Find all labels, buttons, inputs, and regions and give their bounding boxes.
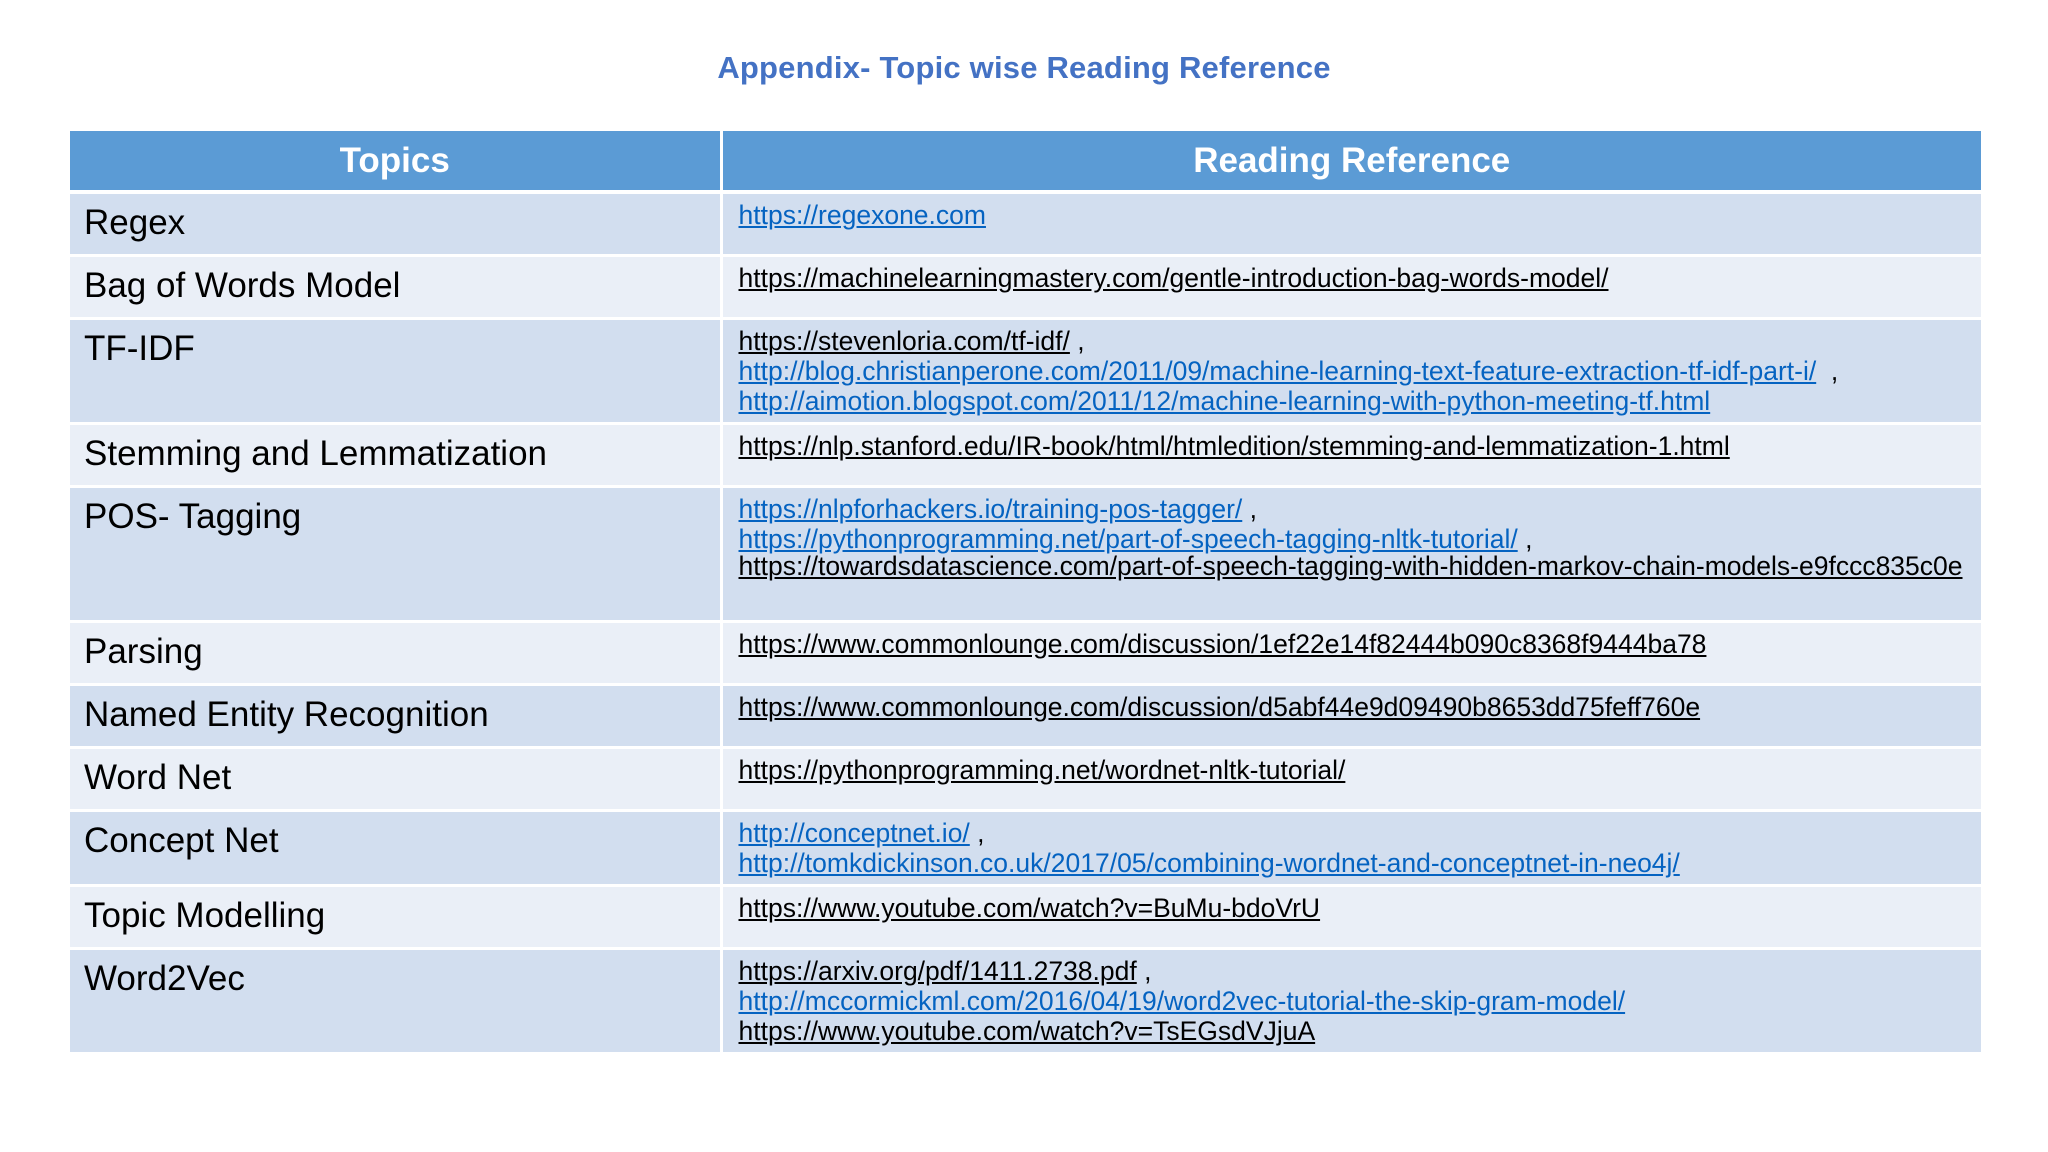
reference-link[interactable]: https://towardsdatascience.com/part-of-speech-tagging-with-hidden-markov-chain-models-e9fccc835c0e [738, 550, 1963, 581]
reference-link[interactable]: https://www.youtube.com/watch?v=TsEGsdVJjuA [738, 1015, 1316, 1046]
table-row [70, 684, 1981, 747]
reference-line [739, 848, 1966, 878]
link-separator: , [1517, 523, 1533, 554]
reference-link[interactable]: http://conceptnet.io/ [738, 817, 970, 848]
table-header-row [70, 131, 1981, 192]
reference-list [723, 257, 1982, 293]
reference-cell [721, 885, 1981, 948]
reference-line [739, 986, 1966, 1016]
reference-list [723, 950, 1982, 1046]
reference-link[interactable]: https://regexone.com [738, 200, 986, 230]
topic-label: POS- Tagging [84, 496, 302, 536]
table-row [70, 255, 1981, 318]
reference-cell [721, 318, 1981, 423]
topic-label: Word Net [84, 757, 232, 797]
reference-cell [721, 621, 1981, 684]
reading-reference-table [70, 131, 1981, 1055]
reference-cell [721, 486, 1981, 621]
reference-line [739, 356, 1966, 386]
reference-link[interactable]: https://www.commonlounge.com/discussion/d5abf44e9d09490b8653dd75feff760e [738, 691, 1701, 722]
topic-cell [70, 885, 721, 948]
table-row [70, 486, 1981, 621]
table-row [70, 885, 1981, 948]
reference-line [739, 431, 1966, 461]
column-header-reading-reference: Reading Reference [721, 131, 1981, 192]
reference-line [739, 818, 1966, 848]
reference-line [739, 263, 1966, 293]
topic-cell [70, 423, 721, 486]
reference-link[interactable]: https://nlpforhackers.io/training-pos-tagger/ [738, 493, 1243, 524]
topic-cell [70, 486, 721, 621]
reference-list [723, 686, 1982, 722]
topic-cell [70, 192, 721, 255]
reference-line [739, 956, 1966, 986]
topic-label: Named Entity Recognition [84, 694, 489, 734]
reference-line [739, 893, 1966, 923]
topic-label: Bag of Words Model [84, 265, 401, 305]
reference-list [723, 425, 1982, 461]
reference-link[interactable]: https://pythonprogramming.net/wordnet-nltk-tutorial/ [738, 754, 1346, 785]
reference-list [723, 488, 1982, 581]
table-body [70, 192, 1981, 1053]
reference-link[interactable]: https://nlp.stanford.edu/IR-book/html/htmledition/stemming-and-lemmatization-1.html [738, 430, 1730, 461]
reference-cell [721, 255, 1981, 318]
reference-line [739, 200, 1966, 230]
link-separator: , [969, 817, 985, 848]
topic-cell [70, 810, 721, 885]
reference-link[interactable]: https://stevenloria.com/tf-idf/ [738, 325, 1070, 356]
reference-cell [721, 192, 1981, 255]
table-row [70, 810, 1981, 885]
link-separator: , [1069, 325, 1085, 356]
table-row [70, 423, 1981, 486]
reference-line [739, 629, 1966, 659]
reference-line [738, 550, 1966, 581]
reference-link[interactable]: https://www.youtube.com/watch?v=BuMu-bdoVrU [738, 892, 1321, 923]
topic-label: Stemming and Lemmatization [84, 433, 547, 473]
reference-cell [721, 423, 1981, 486]
reference-line [739, 494, 1966, 524]
topic-label: TF-IDF [84, 328, 195, 368]
reference-link[interactable]: https://arxiv.org/pdf/1411.2738.pdf [738, 955, 1137, 986]
reference-cell [721, 810, 1981, 885]
topic-label: Word2Vec [84, 958, 245, 998]
reference-link[interactable]: https://pythonprogramming.net/part-of-speech-tagging-nltk-tutorial/ [738, 523, 1518, 554]
reference-line [739, 1016, 1966, 1046]
table-row [70, 318, 1981, 423]
reference-cell [721, 747, 1981, 810]
table-row [70, 747, 1981, 810]
table-row [70, 192, 1981, 255]
topic-cell [70, 318, 721, 423]
reference-link[interactable]: http://aimotion.blogspot.com/2011/12/machine-learning-with-python-meeting-tf.html [738, 385, 1711, 416]
reference-link[interactable]: http://blog.christianperone.com/2011/09/machine-learning-text-feature-extraction-tf-idf-part-i/ [738, 355, 1817, 386]
reference-line [739, 386, 1966, 416]
reference-list [723, 812, 1982, 878]
topic-label: Concept Net [84, 820, 279, 860]
topic-label: Regex [84, 203, 186, 242]
topic-cell [70, 948, 721, 1053]
reference-cell [721, 948, 1981, 1053]
link-separator: , [1242, 493, 1257, 524]
topic-label: Topic Modelling [84, 895, 326, 935]
topic-cell [70, 621, 721, 684]
link-separator: , [1136, 955, 1152, 986]
reference-list [723, 194, 1982, 230]
link-separator: , [1816, 355, 1839, 386]
column-header-topics: Topics [70, 131, 721, 192]
reference-link[interactable]: https://machinelearningmastery.com/gentle-introduction-bag-words-model/ [738, 262, 1609, 293]
reference-link[interactable]: http://mccormickml.com/2016/04/19/word2vec-tutorial-the-skip-gram-model/ [738, 985, 1626, 1016]
table-row [70, 621, 1981, 684]
reference-list [723, 749, 1982, 785]
reference-list [723, 887, 1982, 923]
reference-list [723, 320, 1982, 416]
reference-line [739, 755, 1966, 785]
reference-link[interactable]: https://www.commonlounge.com/discussion/1ef22e14f82444b090c8368f9444ba78 [738, 628, 1707, 659]
topic-cell [70, 747, 721, 810]
reference-line [739, 524, 1966, 554]
reference-link[interactable]: http://tomkdickinson.co.uk/2017/05/combining-wordnet-and-conceptnet-in-neo4j/ [738, 847, 1680, 878]
table-row [70, 948, 1981, 1053]
reference-list [723, 623, 1982, 659]
topic-cell [70, 255, 721, 318]
topic-label: Parsing [84, 631, 203, 671]
page-title: Appendix- Topic wise Reading Reference [717, 50, 1331, 85]
reference-cell [721, 684, 1981, 747]
reference-line [739, 692, 1966, 722]
reference-line [739, 326, 1966, 356]
topic-cell [70, 684, 721, 747]
